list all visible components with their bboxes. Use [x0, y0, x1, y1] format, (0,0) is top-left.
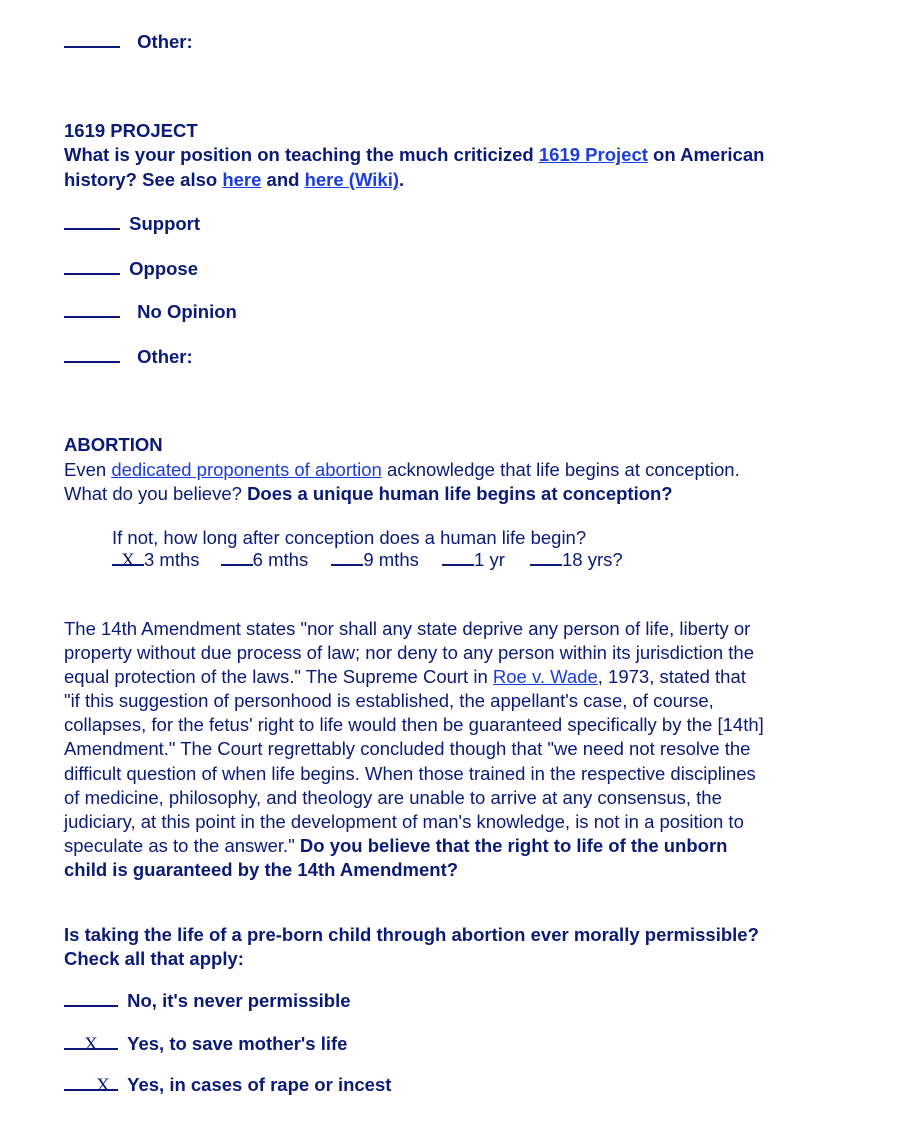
answer-blank[interactable]	[64, 257, 120, 275]
para-text: speculate as to the answer."	[64, 835, 300, 856]
para-line: The 14th Amendment states "nor shall any state deprive any person of life, liberty or	[64, 618, 751, 639]
para-line: Amendment." The Court regrettably concluded though that "we need not resolve the	[64, 738, 751, 759]
answer-blank[interactable]	[64, 1073, 118, 1096]
option-no-opinion	[64, 300, 237, 324]
option-label: Other:	[137, 346, 193, 367]
duration-label: 1 yr	[474, 549, 505, 570]
link-here[interactable]: here	[222, 169, 262, 190]
checked-mark: X	[96, 1075, 110, 1096]
option-label: No, it's never permissible	[127, 990, 351, 1011]
option-label: Oppose	[129, 258, 199, 279]
duration-blank[interactable]	[331, 548, 363, 566]
abortion-intro-line1	[64, 458, 740, 482]
option-label: Yes, to save mother's life	[127, 1033, 348, 1054]
answer-blank[interactable]	[64, 212, 120, 230]
para-line: collapses, for the fetus' right to life would then be guaranteed specifically by the [14th]	[64, 714, 764, 735]
question-14th-amendment: Do you believe that the right to life of the unborn	[299, 835, 728, 856]
duration-blank[interactable]	[112, 548, 144, 571]
para-line	[64, 665, 746, 689]
abortion-intro-line2	[64, 482, 673, 506]
question-1619-line2	[64, 168, 404, 192]
followup-question: If not, how long after conception does a human life begin?	[112, 527, 587, 548]
option-never-permissible	[64, 989, 351, 1013]
duration-options	[112, 548, 623, 572]
link-1619-project[interactable]: 1619 Project	[538, 144, 648, 165]
moral-question-line1: Is taking the life of a pre-born child through abortion ever morally permissible?	[64, 924, 759, 945]
question-1619-line1	[64, 143, 764, 167]
duration-blank[interactable]	[530, 548, 562, 566]
para-line: "if this suggestion of personhood is established, the appellant's case, of course,	[64, 690, 714, 711]
option-label: Other:	[137, 31, 193, 52]
answer-blank[interactable]	[64, 989, 118, 1007]
period: .	[399, 169, 405, 190]
answer-blank[interactable]	[64, 30, 120, 48]
duration-label: 3 mths	[144, 549, 200, 570]
answer-blank[interactable]	[64, 1032, 118, 1055]
para-line: property without due process of law; nor deny to any person within its jurisdiction the	[64, 642, 755, 663]
para-line: of medicine, philosophy, and theology are unable to arrive at any consensus, the	[64, 787, 722, 808]
link-proponents[interactable]: dedicated proponents of abortion	[111, 459, 382, 480]
question-14th-amendment-line2: child is guaranteed by the 14th Amendment?	[64, 859, 459, 880]
para-text: , 1973, stated that	[597, 666, 746, 687]
option-other	[64, 345, 193, 369]
option-label: Support	[129, 213, 201, 234]
moral-question-line2: Check all that apply:	[64, 948, 244, 969]
top-other-option	[64, 30, 193, 54]
question-text: on American	[647, 144, 765, 165]
answer-blank[interactable]	[64, 345, 120, 363]
link-here-wiki[interactable]: here (Wiki)	[304, 169, 399, 190]
question-life-begins: Does a unique human life begins at conception?	[247, 483, 673, 504]
intro-text: What do you believe?	[64, 483, 248, 504]
intro-text: Even	[64, 459, 112, 480]
duration-blank[interactable]	[221, 548, 253, 566]
question-text: and	[261, 169, 305, 190]
section-heading-1619: 1619 PROJECT	[64, 120, 198, 141]
option-support	[64, 212, 200, 236]
option-label: Yes, in cases of rape or incest	[127, 1074, 392, 1095]
option-save-mother	[64, 1032, 347, 1056]
duration-label: 9 mths	[363, 549, 419, 570]
duration-blank[interactable]	[442, 548, 474, 566]
duration-label: 6 mths	[252, 549, 309, 570]
answer-blank[interactable]	[64, 300, 120, 318]
section-heading-abortion: ABORTION	[64, 434, 163, 455]
para-line: difficult question of when life begins. When those trained in the respective disciplines	[64, 763, 756, 784]
option-oppose	[64, 257, 198, 281]
option-rape-incest	[64, 1073, 391, 1097]
checked-mark: X	[84, 1034, 98, 1055]
question-text: history? See also	[64, 169, 223, 190]
question-text: What is your position on teaching the much criticized	[64, 144, 539, 165]
para-line: judiciary, at this point in the development of man's knowledge, is not in a position to	[64, 811, 744, 832]
checked-mark: X	[121, 550, 135, 571]
option-label: No Opinion	[137, 301, 237, 322]
intro-text: acknowledge that life begins at conception.	[381, 459, 740, 480]
para-line	[64, 834, 727, 858]
duration-label: 18 yrs?	[562, 549, 623, 570]
para-text: equal protection of the laws." The Supreme Court in	[64, 666, 493, 687]
link-roe-v-wade[interactable]: Roe v. Wade	[492, 666, 598, 687]
